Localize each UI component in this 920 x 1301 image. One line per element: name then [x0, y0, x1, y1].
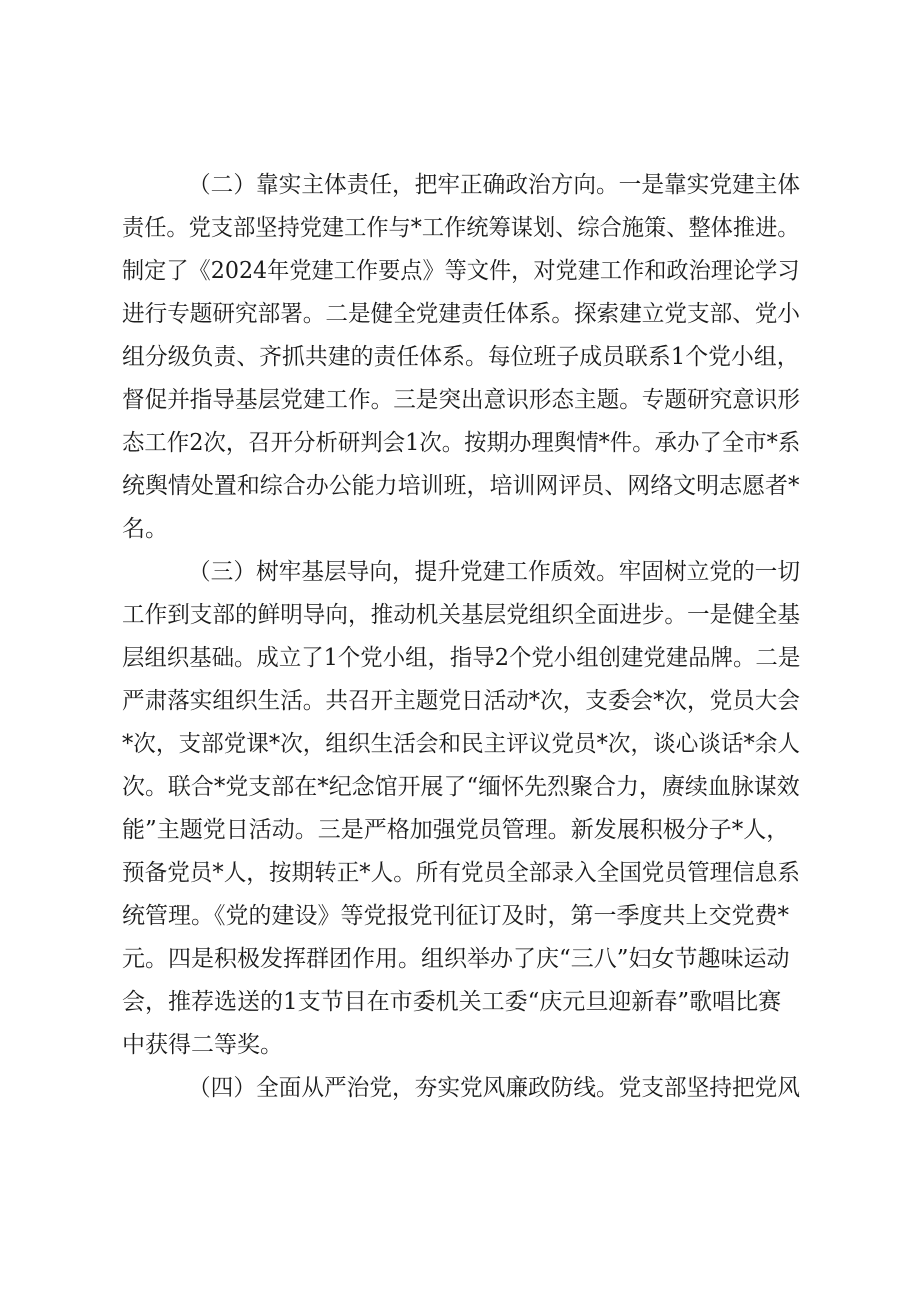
body-text-line: 态工作2次，召开分析研判会1次。按期办理舆情*件。承办了全市*系 [122, 430, 801, 456]
body-text-line: 制定了《2024年党建工作要点》等文件，对党建工作和政治理论学习 [122, 258, 800, 284]
body-text-line: 层组织基础。成立了1个党小组，指导2个党小组创建党建品牌。二是 [122, 645, 801, 671]
body-text-line: 名。 [122, 516, 168, 542]
body-text-line: 次。联合*党支部在*纪念馆开展了“缅怀先烈聚合力，赓续血脉谋效 [122, 774, 800, 800]
body-text-line: 责任。党支部坚持党建工作与*工作统筹谋划、综合施策、整体推进。 [122, 215, 800, 241]
body-text-line: 元。四是积极发挥群团作用。组织举办了庆“三八”妇女节趣味运动 [122, 946, 790, 972]
paragraph-4-heading-line: （四）全面从严治党，夯实党风廉政防线。党支部坚持把党风 [188, 1075, 800, 1101]
body-text-line: 能”主题党日活动。三是严格加强党员管理。新发展积极分子*人， [122, 817, 790, 843]
body-text-line: 组分级负责、齐抓共建的责任体系。每位班子成员联系1个党小组， [122, 344, 800, 370]
paragraph-3-heading-line: （三）树牢基层导向，提升党建工作质效。牢固树立党的一切 [188, 559, 800, 585]
body-text-line: 预备党员*人，按期转正*人。所有党员全部录入全国党员管理信息系 [122, 860, 800, 886]
body-text-line: 统舆情处置和综合办公能力培训班，培训网评员、网络文明志愿者* [122, 473, 800, 499]
body-text-line: 严肃落实组织生活。共召开主题党日活动*次，支委会*次，党员大会 [122, 688, 800, 714]
body-text-line: 督促并指导基层党建工作。三是突出意识形态主题。专题研究意识形 [122, 387, 800, 413]
body-text-line: 工作到支部的鲜明导向，推动机关基层党组织全面进步。一是健全基 [122, 602, 800, 628]
body-text-line: 中获得二等奖。 [122, 1032, 283, 1058]
body-text-line: *次，支部党课*次，组织生活会和民主评议党员*次，谈心谈话*余人 [122, 731, 800, 757]
paragraph-2-heading-line: （二）靠实主体责任，把牢正确政治方向。一是靠实党建主体 [188, 172, 800, 198]
body-text-line: 进行专题研究部署。二是健全党建责任体系。探索建立党支部、党小 [122, 301, 800, 327]
body-text-line: 统管理。《党的建设》等党报党刊征订及时，第一季度共上交党费* [122, 903, 789, 929]
body-text-line: 会，推荐选送的1支节目在市委机关工委“庆元旦迎新春”歌唱比赛 [122, 989, 782, 1015]
